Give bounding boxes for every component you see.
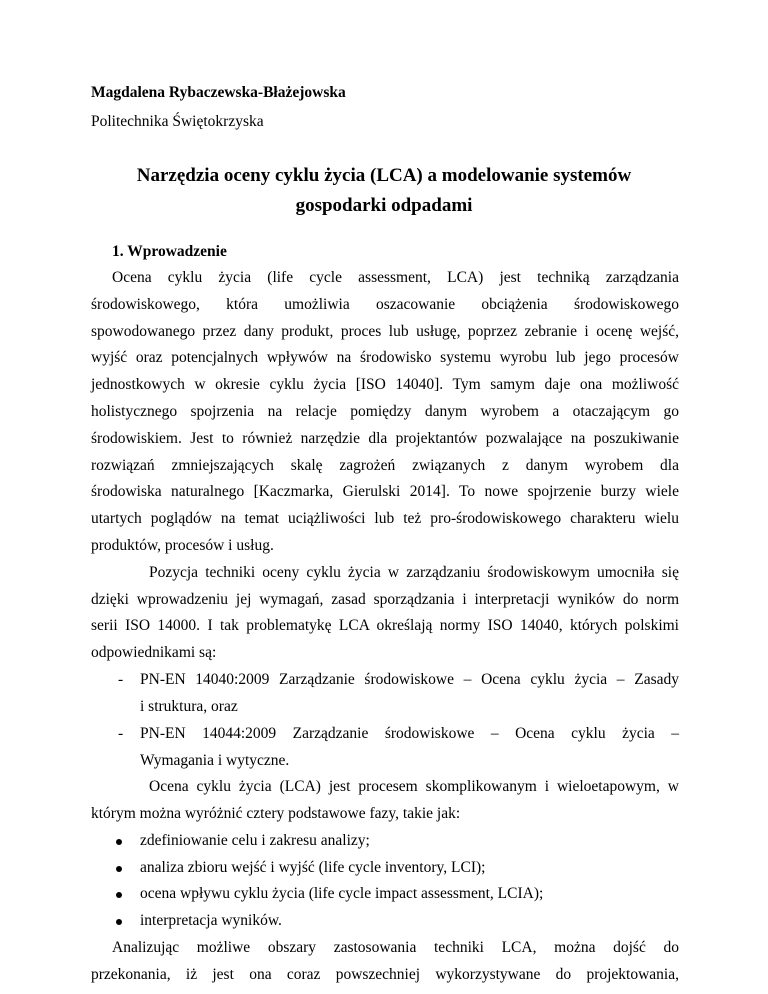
text-line: przekonania, iż jest ona coraz powszechniej wykorzystywane do projektowania,	[91, 966, 679, 983]
title-line-2: gospodarki odpadami	[295, 195, 473, 216]
text-line: rozwiązań zmniejszających skalę zagrożeń związanych z danym wyrobem dla	[91, 457, 679, 474]
bullet-icon	[116, 892, 122, 898]
text-line: dzięki wprowadzeniu jej wymagań, zasad sporządzania i interpretacji wyników do norm	[91, 591, 679, 608]
text-line: Ocena cyklu życia (LCA) jest procesem skomplikowanym i wieloetapowym, w	[149, 778, 679, 795]
text-line: którym można wyróżnić cztery podstawowe fazy, takie jak:	[91, 805, 461, 822]
text-line: produktów, procesów i usług.	[91, 537, 274, 554]
dash-marker: -	[118, 671, 124, 688]
text-line: spowodowanego przez dany produkt, proces lub usługę, poprzez zebranie i ocenę wejść,	[91, 323, 679, 340]
bullet-icon	[116, 919, 122, 925]
text-line: środowiskiem. Jest to również narzędzie dla projektantów pozwalające na poszukiwanie	[91, 430, 679, 447]
text-line: środowiskowego, która umożliwia oszacowanie obciążenia środowiskowego	[91, 296, 679, 313]
text-line: holistycznego spojrzenia na relacje pomiędzy danym wyrobem a otaczającym go	[91, 403, 679, 420]
text-line: PN-EN 14040:2009 Zarządzanie środowiskowe – Ocena cyklu życia – Zasady	[140, 671, 679, 688]
text-line: Wymagania i wytyczne.	[140, 752, 290, 769]
bullet-icon	[116, 839, 122, 845]
text-line: wyjść oraz potencjalnych wpływów na środowisko systemu wyrobu lub jego procesów	[91, 349, 679, 366]
text-line: środowiska naturalnego [Kaczmarka, Gierulski 2014]. To nowe spojrzenie burzy wiele	[91, 483, 679, 500]
text-line: utartych poglądów na temat uciążliwości lub też pro-środowiskowego charakteru wielu	[91, 510, 679, 527]
text-line: ocena wpływu cyklu życia (life cycle impact assessment, LCIA);	[140, 885, 544, 902]
text-line: analiza zbioru wejść i wyjść (life cycle inventory, LCI);	[140, 859, 486, 876]
affiliation: Politechnika Świętokrzyska	[91, 113, 264, 130]
author-name: Magdalena Rybaczewska-Błażejowska	[91, 84, 346, 101]
text-line: interpretacja wyników.	[140, 912, 282, 929]
title-line-1: Narzędzia oceny cyklu życia (LCA) a modelowanie systemów	[136, 165, 632, 186]
text-line: PN-EN 14044:2009 Zarządzanie środowiskowe – Ocena cyklu życia –	[140, 725, 679, 742]
text-line: jednostkowych w okresie cyklu życia [ISO 14040]. Tym samym daje ona możliwość	[91, 376, 679, 393]
bullet-icon	[116, 866, 122, 872]
text-line: i struktura, oraz	[140, 698, 238, 715]
text-line: odpowiednikami są:	[91, 644, 217, 661]
text-line: Ocena cyklu życia (life cycle assessment, LCA) jest techniką zarządzania	[112, 269, 679, 286]
section-heading: 1. Wprowadzenie	[112, 243, 227, 260]
text-line: serii ISO 14000. I tak problematykę LCA określają normy ISO 14040, których polskimi	[91, 617, 679, 634]
text-line: Analizując możliwe obszary zastosowania techniki LCA, można dojść do	[112, 939, 679, 956]
text-line: zdefiniowanie celu i zakresu analizy;	[140, 832, 370, 849]
text-line: Pozycja techniki oceny cyklu życia w zarządzaniu środowiskowym umocniła się	[149, 564, 679, 581]
dash-marker: -	[118, 725, 124, 742]
